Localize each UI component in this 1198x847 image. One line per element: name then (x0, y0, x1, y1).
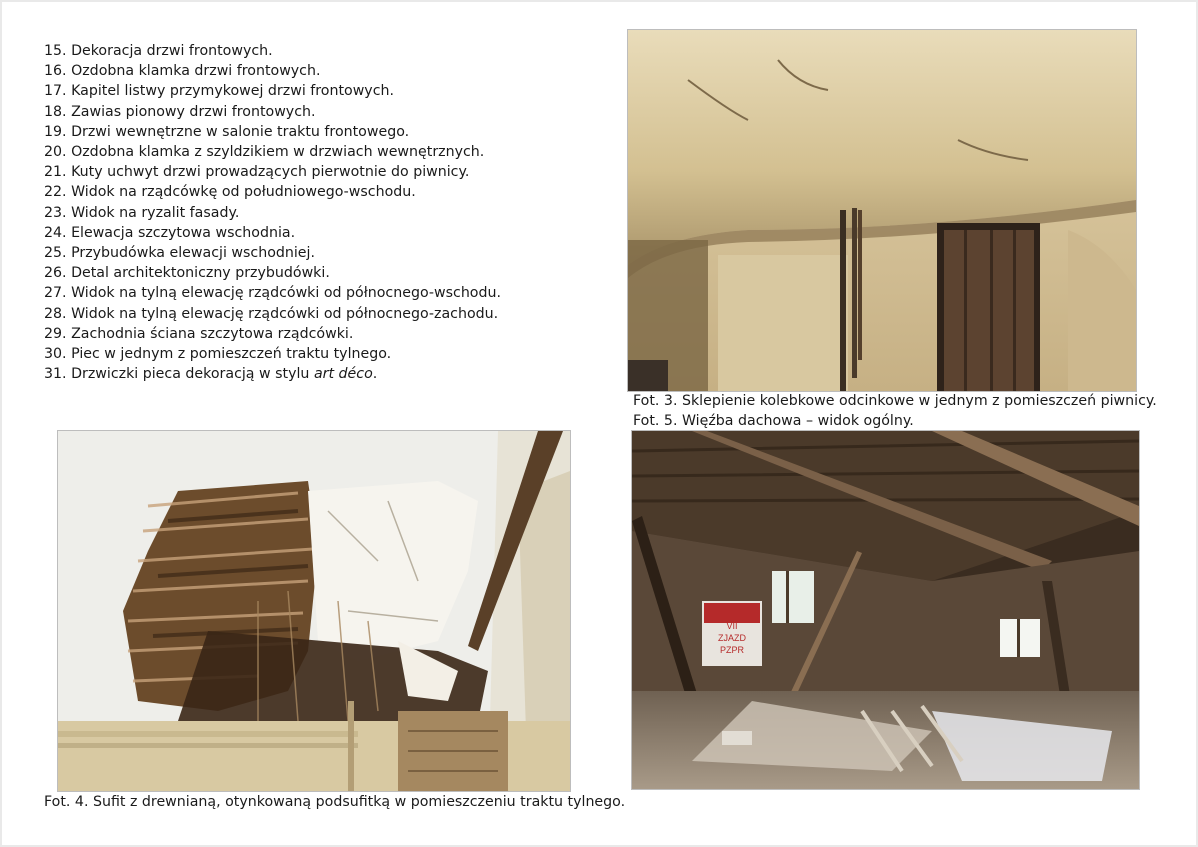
list-item-last (44, 364, 604, 384)
photo-cellar-vault (627, 29, 1137, 392)
list-item: 18. Zawias pionowy drzwi frontowych. (44, 103, 316, 120)
list-item: 23. Widok na ryzalit fasady. (44, 204, 240, 221)
poster-line2: ZJAZD (718, 633, 746, 643)
list-item: 30. Piec w jednym z pomieszczeń traktu tylnego. (44, 346, 392, 363)
list-item: 17. Kapitel listwy przymykowej drzwi frontowych. (44, 83, 395, 100)
list-item: 28. Widok na tylną elewację rządcówki od północnego-zachodu. (44, 305, 499, 322)
list-item: 25. Przybudówka elewacji wschodniej. (44, 245, 315, 262)
list-item: 27. Widok na tylną elewację rządcówki od północnego-wschodu. (44, 285, 501, 302)
list-item: 29. Zachodnia ściana szczytowa rządcówki. (44, 325, 354, 342)
poster-line1: VII (726, 621, 738, 631)
list-item-italic: art déco (313, 366, 373, 383)
photo-damaged-ceiling (57, 430, 571, 792)
caption-fot5: Fot. 5. Więźba dachowa – widok ogólny. (633, 413, 914, 429)
list-item: 19. Drzwi wewnętrzne w salonie traktu frontowego. (44, 123, 410, 140)
list-item-suffix: . (372, 366, 378, 383)
list-item: 26. Detal architektoniczny przybudówki. (44, 265, 330, 282)
poster-line3: PZPR (719, 645, 745, 655)
list-item: 16. Ozdobna klamka drzwi frontowych. (44, 63, 321, 80)
photo-index-list (44, 41, 604, 384)
list-item-prefix: 31. Drzwiczki pieca dekoracją w stylu (44, 366, 314, 383)
photo-roof-truss (631, 430, 1140, 790)
caption-fot3: Fot. 3. Sklepienie kolebkowe odcinkowe w jednym z pomieszczeń piwnicy. (633, 393, 1157, 409)
list-item: 15. Dekoracja drzwi frontowych. (44, 43, 273, 59)
list-item: 22. Widok na rządcówkę od południowego-wschodu. (44, 184, 416, 201)
list-item: 20. Ozdobna klamka z szyldzikiem w drzwiach wewnętrznych. (44, 144, 485, 161)
caption-fot4: Fot. 4. Sufit z drewnianą, otynkowaną podsufitką w pomieszczeniu traktu tylnego. (44, 794, 626, 810)
list-item: 21. Kuty uchwyt drzwi prowadzących pierwotnie do piwnicy. (44, 164, 470, 181)
list-item: 24. Elewacja szczytowa wschodnia. (44, 224, 296, 241)
